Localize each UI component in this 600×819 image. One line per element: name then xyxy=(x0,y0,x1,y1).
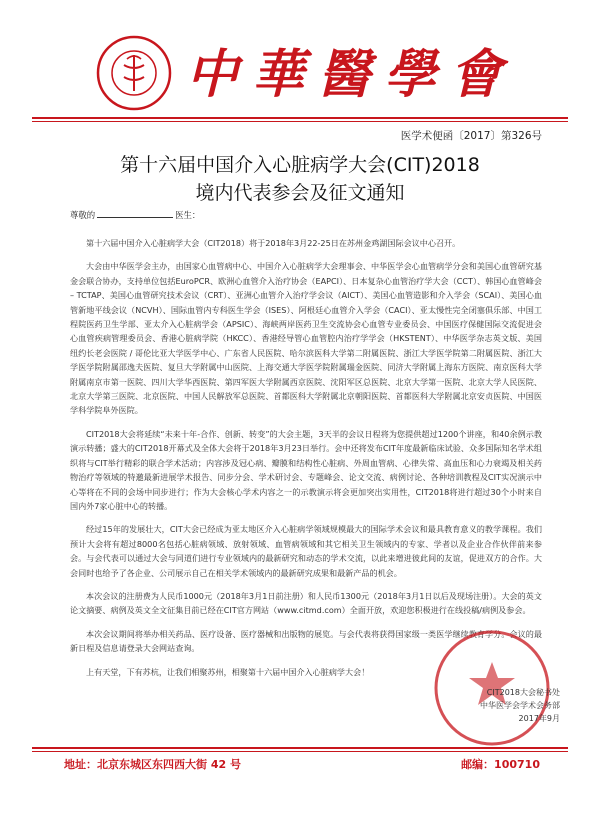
paragraph-exhibition: 本次会议期间将举办相关药品、医疗设备、医疗器械和出版物的展览。与会代表将获得国家级一类医学继续教育学分。会议的最新日程及信息请登录大会网站查询。 xyxy=(70,628,542,654)
document-number: 医学术便函〔2017〕第326号 xyxy=(400,130,542,142)
association-emblem-icon xyxy=(96,35,172,111)
header-divider xyxy=(32,117,568,119)
letterhead xyxy=(0,0,600,125)
notice-body xyxy=(70,236,542,688)
signature-block xyxy=(400,686,560,725)
salutation xyxy=(70,209,200,221)
paragraph-closing: 上有天堂，下有苏杭，让我们相聚苏州，相聚第十六届中国介入心脏病学大会！ xyxy=(86,666,370,677)
paragraph-program: CIT2018大会将延续“未来十年-合作、创新、转变”的大会主题，3天半的会议日程将为您提供超过1200个讲座，和40余例示教演示转播；盛大的CIT2018开幕式及全体大会将于2018年3月23日举行。会中还将发布CIT年度最新临床试验、众多国际知名学术组织将与CIT举行精彩的联合学术活动；内容涉及冠心病、瓣膜和结构性心脏病、外周血管病、心律失常、高血压和心力衰竭及相关药物治疗等领域的特邀最新进展学术报告、同步分会、学术研讨会、专题峰会、论文交流、病例讨论、各种培训教程及CIT实况演示中心等将在不同的会场中同步进行；作为大会核心学术内容之一的示教演示将会更加突出实用性，CIT2018将进行超过30个小时来自国内外7家心脏中心的转播。 xyxy=(70,428,542,511)
signature-department: 中华医学会学术会务部 xyxy=(480,701,560,710)
paragraph-registration: 本次会议的注册费为人民币1000元（2018年3月1日前注册）和人民币1300元（2018年3月1日以后及现场注册）。大会的英文论文摘要、病例及英文全文征集目前已经在CIT官方网站（www.citmd.com）全面开放，欢迎您积极进行在线投稿/病例及参会。 xyxy=(70,590,542,616)
salutation-suffix: 医生： xyxy=(175,210,201,220)
salutation-prefix: 尊敬的 xyxy=(70,210,96,220)
header-divider-thin xyxy=(32,121,568,122)
footer-address: 地址：北京东城区东四西大街 42 号 xyxy=(64,758,241,771)
footer-divider xyxy=(32,747,568,749)
letterhead-brand: 中華醫學會 xyxy=(186,44,517,105)
paragraph-history: 经过15年的发展壮大，CIT大会已经成为亚太地区介入心脏病学领域规模最大的国际学术会议和最具教育意义的教学课程。我们预计大会将有超过8000名包括心脏病领域、放射领域、血管病领域和其它相关卫生领域内的专家、学者以及企业合作伙伴前来参会。与会代表可以通过大会与同道们进行专业领域内的最新研究和动态的学术交流，以此来增进彼此间的友谊，促进双方的合作。大会同时也给予了各企业、公司展示自己在相关学术领域内的最新研究成果和最新产品的机会。 xyxy=(70,524,542,578)
notice-subtitle: 境内代表参会及征文通知 xyxy=(195,182,405,204)
footer-divider-thin xyxy=(32,751,568,752)
signature-date: 2017年9月 xyxy=(518,714,560,723)
signature-secretariat: CIT2018大会秘书处 xyxy=(486,688,560,697)
paragraph-organizers: 大会由中华医学会主办，由国家心血管病中心、中国介入心脏病学大会理事会、中华医学会心血管病学分会和美国心血管研究基金会联合协办，支持单位包括EuroPCR、欧洲心血管介入治疗协会（EAPCI）、日本复杂心血管治疗学大会（CCT）、韩国心血管峰会 – TCTAP、美国心血管研究技术会议（CRT）、亚洲心血管介入治疗学会议（AICT）、美国心血管造影和介入学会（SCAI）、美国心血管新地平线会议（NCVH）、国际血管内专科医生学会（ISES）、阿根廷心血管介入学会（CACI）、亚太慢性完全闭塞俱乐部、中国工程院医药卫生学部、亚太介入心脏病学会（APSIC）、海峡两岸医药卫生交流协会心血管专业委员会、中国医疗保健国际交流促进会心血管疾病管理委员会、香港心脏病学院（HKCC）、香港经导管心血管腔内治疗学学会（HKSTENT）、中华医学杂志英文版、美国纽约长老会医院 / 哥伦比亚大学医学中心、广东省人民医院、哈尔滨医科大学第二附属医院、浙江大学医学院第二附属医院、浙江大学医学院附属邵逸夫医院、复旦大学附属中山医院、上海交通大学医学院附属瑞金医院、同济大学附属上海东方医院、南京医科大学附属南京市第一医院、四川大学华西医院、第四军医大学附属西京医院、沈阳军区总医院、北京大学第一医院、北京大学人民医院、北京大学第三医院、北京医院、中国人民解放军总医院、首都医科大学附属北京朝阳医院、首都医科大学附属北京安贞医院、中国医学科学院阜外医院。 xyxy=(70,261,542,416)
footer-postcode: 邮编：100710 xyxy=(461,758,540,771)
notice-title: 第十六届中国介入心脏病学大会(CIT)2018 xyxy=(120,154,480,176)
name-blank xyxy=(97,209,173,218)
paragraph-dates: 第十六届中国介入心脏病学大会（CIT2018）将于2018年3月22-25日在苏州金鸡湖国际会议中心召开。 xyxy=(86,238,461,248)
